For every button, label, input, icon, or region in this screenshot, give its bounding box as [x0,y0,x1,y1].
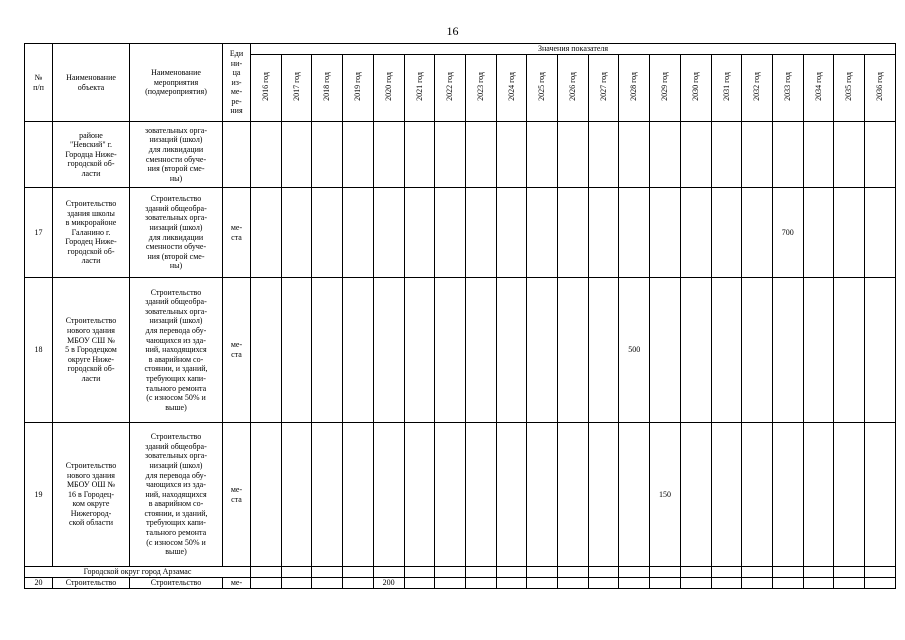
value-cell [312,567,343,578]
value-cell [680,278,711,423]
value-cell [281,278,312,423]
year-header-label: 2019 год [353,72,363,102]
value-cell [558,122,589,188]
header-unit: Еди ни- ца из- ме- ре- ния [223,44,251,122]
value-cell [742,423,773,567]
value-cell [312,423,343,567]
value-cell [772,278,803,423]
value-cell [404,567,435,578]
value-cell [465,188,496,278]
value-cell [650,567,681,578]
year-header [711,55,742,122]
header-measure: Наименование мероприятия (подмероприятия) [130,44,223,122]
unit: ме- [223,577,251,588]
value-cell [588,122,619,188]
value-cell [435,567,466,578]
value-cell [527,577,558,588]
object-name: Строительство [53,577,130,588]
value-cell [803,567,834,578]
value-cell [251,577,282,588]
value-cell [865,577,896,588]
value-cell [680,423,711,567]
value-cell [650,188,681,278]
value-cell: 500 [619,278,650,423]
value-cell [496,278,527,423]
value-cell [251,188,282,278]
value-cell [865,423,896,567]
unit: ме- ста [223,188,251,278]
value-cell [343,122,374,188]
value-cell [496,567,527,578]
table-row [25,278,896,423]
value-cell [435,278,466,423]
year-header [588,55,619,122]
value-cell [803,423,834,567]
value-cell [650,278,681,423]
year-header-label: 2021 год [414,72,424,102]
section-title: Городской округ город Арзамас [25,567,251,578]
value-cell [435,122,466,188]
value-cell [312,278,343,423]
value-cell [527,567,558,578]
value-cell [281,188,312,278]
value-cell [711,278,742,423]
value-cell [865,188,896,278]
year-header [312,55,343,122]
value-cell [373,567,404,578]
row-number: 18 [25,278,53,423]
value-cell [742,122,773,188]
year-header [404,55,435,122]
value-cell [803,278,834,423]
value-cell [680,122,711,188]
value-cell [343,577,374,588]
unit: ме- ста [223,278,251,423]
value-cell [558,567,589,578]
object-name: Строительство нового здания МБОУ ОШ № 16 в Городец- ком округе Нижегород- ской области [53,423,130,567]
year-header-label: 2032 год [752,72,762,102]
value-cell [834,122,865,188]
value-cell [650,122,681,188]
year-header-label: 2026 год [568,72,578,102]
year-header-label: 2023 год [475,72,485,102]
value-cell [527,188,558,278]
value-cell: 150 [650,423,681,567]
value-cell [865,278,896,423]
value-cell [711,122,742,188]
year-header [772,55,803,122]
value-cell [435,188,466,278]
value-cell [465,567,496,578]
table-row [25,423,896,567]
year-header [834,55,865,122]
row-number: 20 [25,577,53,588]
value-cell [834,567,865,578]
value-cell [343,278,374,423]
value-cell [251,567,282,578]
year-header [527,55,558,122]
value-cell: 700 [772,188,803,278]
year-header-label: 2029 год [660,72,670,102]
year-header-label: 2018 год [322,72,332,102]
value-cell [619,567,650,578]
year-header [865,55,896,122]
year-header [435,55,466,122]
value-cell [619,423,650,567]
value-cell [834,423,865,567]
value-cell [343,188,374,278]
value-cell [742,278,773,423]
value-cell [865,567,896,578]
value-cell [834,188,865,278]
value-cell [803,577,834,588]
year-header [281,55,312,122]
value-cell [404,423,435,567]
year-header-label: 2034 год [813,72,823,102]
value-cell [803,122,834,188]
year-header-label: 2030 год [690,72,700,102]
measure-name: Строительство [130,577,223,588]
value-cell [281,567,312,578]
value-cell [312,577,343,588]
measure-name: зовательных орга- низаций (школ) для ликвидации сменности обуче- ния (второй сме- ны) [130,122,223,188]
value-cell [527,278,558,423]
value-cell [496,122,527,188]
year-header [343,55,374,122]
table-row [25,188,896,278]
value-cell [711,577,742,588]
measure-name: Строительство зданий общеобра- зовательных орга- низаций (школ) для перевода обу- чающихся из зда- ний, находящихся в аварийном со- стоянии, и зданий, требующих капи- тального ремонта (с износом 50% и выше) [130,278,223,423]
value-cell [619,188,650,278]
value-cell [619,577,650,588]
value-cell [465,122,496,188]
value-cell [312,122,343,188]
value-cell [711,567,742,578]
year-header-label: 2036 год [875,72,885,102]
value-cell [465,423,496,567]
table-row [25,577,896,588]
year-header [251,55,282,122]
value-cell [742,188,773,278]
year-header-label: 2025 год [537,72,547,102]
year-header-label: 2027 год [598,72,608,102]
value-cell [527,122,558,188]
value-cell [558,278,589,423]
section-row [25,567,896,578]
year-header [619,55,650,122]
value-cell [558,423,589,567]
year-header [680,55,711,122]
value-cell: 200 [373,577,404,588]
value-cell [251,423,282,567]
value-cell [680,567,711,578]
value-cell [373,423,404,567]
value-cell [772,122,803,188]
value-cell [404,577,435,588]
table-body [25,122,896,589]
object-name: Строительство нового здания МБОУ СШ № 5 в Городецком округе Ниже- городской об- ласти [53,278,130,423]
year-header-label: 2028 год [629,72,639,102]
year-header-label: 2020 год [383,72,393,102]
value-cell [834,577,865,588]
header-num: № п/п [25,44,53,122]
year-header-label: 2031 год [721,72,731,102]
header-object: Наименование объекта [53,44,130,122]
value-cell [435,423,466,567]
value-cell [251,122,282,188]
value-cell [711,423,742,567]
row-number: 17 [25,188,53,278]
value-cell [343,423,374,567]
year-header-label: 2033 год [783,72,792,102]
value-cell [404,188,435,278]
value-cell [251,278,282,423]
value-cell [588,567,619,578]
value-cell [312,188,343,278]
value-cell [772,423,803,567]
measure-name: Строительство зданий общеобра- зовательных орга- низаций (школ) для перевода обу- чающихся из зда- ний, находящихся в аварийном со- стоянии, и зданий, требующих капи- тального ремонта (с износом 50% и выше) [130,423,223,567]
value-cell [742,577,773,588]
year-header [742,55,773,122]
value-cell [588,278,619,423]
row-number: 19 [25,423,53,567]
value-cell [680,188,711,278]
value-cell [281,423,312,567]
value-cell [281,122,312,188]
page-number: 16 [446,24,459,38]
table-row [25,122,896,188]
year-header [496,55,527,122]
year-header-label: 2017 год [291,72,301,102]
value-cell [558,188,589,278]
value-cell [404,278,435,423]
value-cell [558,577,589,588]
year-header [373,55,404,122]
row-number [25,122,53,188]
value-cell [834,278,865,423]
indicators-table [24,43,896,589]
value-cell [281,577,312,588]
value-cell [680,577,711,588]
value-cell [650,577,681,588]
year-header [558,55,589,122]
value-cell [373,122,404,188]
year-header-label: 2022 год [445,72,455,102]
value-cell [343,567,374,578]
value-cell [496,188,527,278]
year-header [803,55,834,122]
year-header [465,55,496,122]
value-cell [527,423,558,567]
header-values-title: Значения показателя [251,44,896,55]
object-name: Строительство здания школы в микрорайоне Галанино г. Городец Ниже- городской об- ласти [53,188,130,278]
value-cell [373,188,404,278]
year-header-label: 2035 год [844,72,854,102]
value-cell [435,577,466,588]
value-cell [772,577,803,588]
value-cell [496,423,527,567]
year-header-label: 2016 год [261,72,271,102]
value-cell [465,577,496,588]
value-cell [588,423,619,567]
value-cell [772,567,803,578]
value-cell [373,278,404,423]
value-cell [742,567,773,578]
unit: ме- ста [223,423,251,567]
value-cell [465,278,496,423]
value-cell [711,188,742,278]
value-cell [588,188,619,278]
measure-name: Строительство зданий общеобра- зовательных орга- низаций (школ) для ликвидации сменности обуче- ния (второй сме- ны) [130,188,223,278]
value-cell [588,577,619,588]
object-name: районе "Невский" г. Городца Ниже- городской об- ласти [53,122,130,188]
value-cell [404,122,435,188]
value-cell [865,122,896,188]
value-cell [496,577,527,588]
year-header [650,55,681,122]
value-cell [619,122,650,188]
value-cell [803,188,834,278]
unit [223,122,251,188]
year-header-label: 2024 год [506,72,516,102]
